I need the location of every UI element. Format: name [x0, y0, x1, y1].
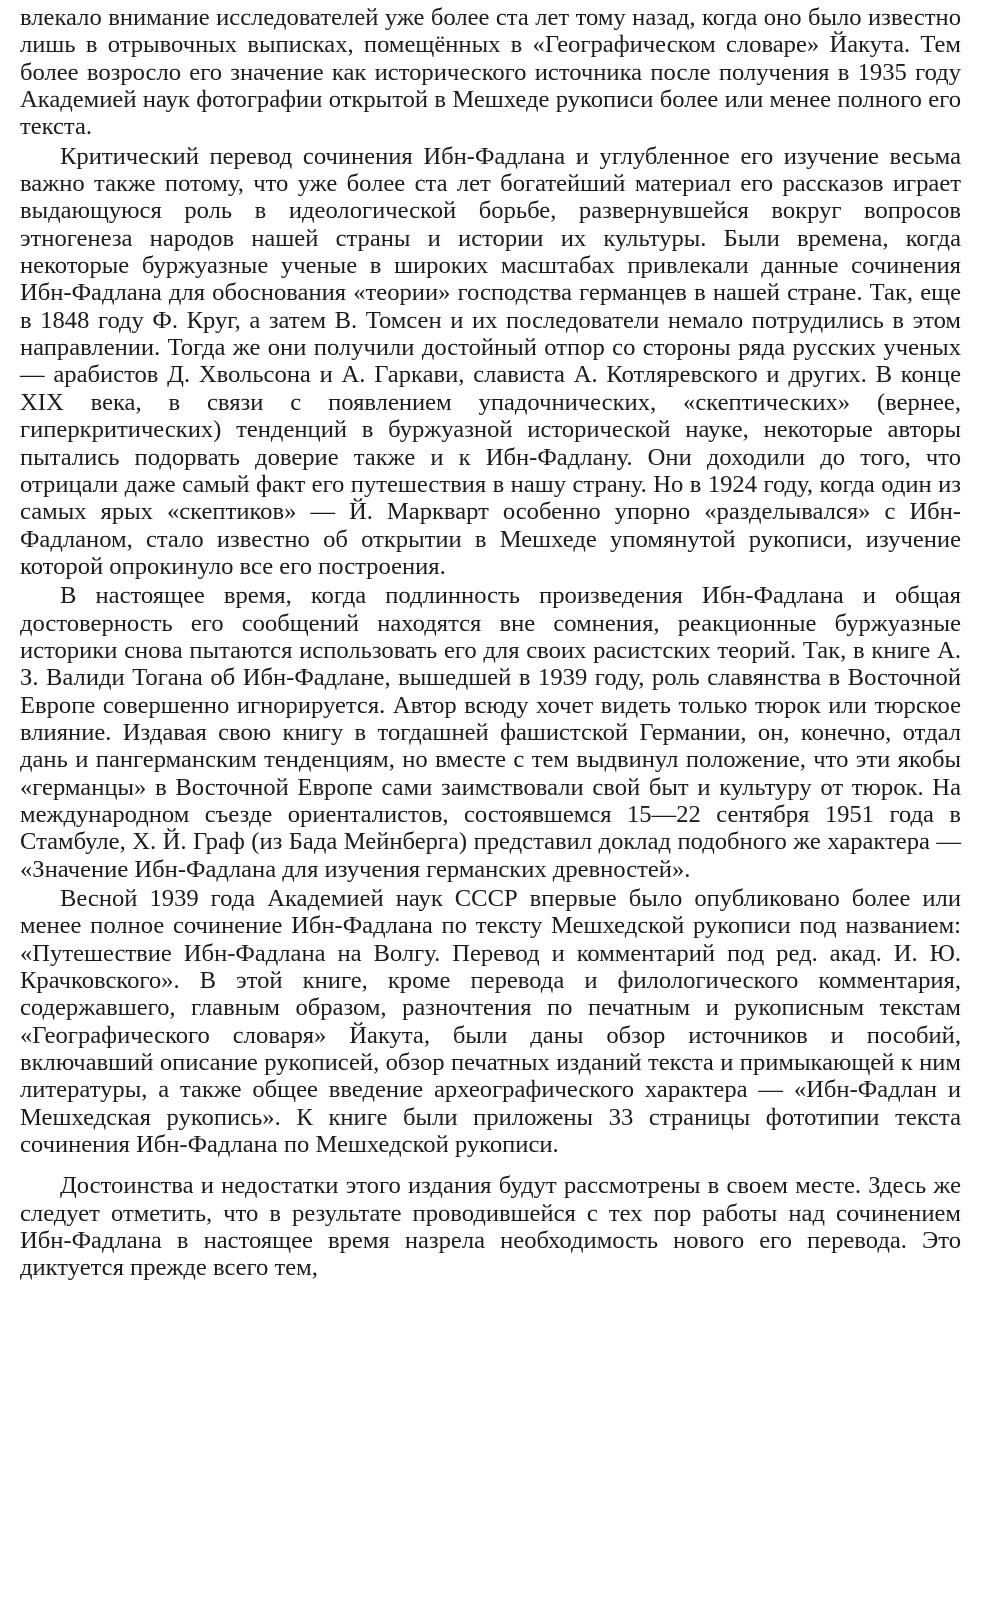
paragraph-3: В настоящее время, когда подлинность произведения Ибн-Фадлана и общая достоверность его сообщений находятся вне сомнения, реакционные буржуазные историки снова пытаются использовать его для своих расистских теорий. Так, в книге А. З. Валиди Тогана об Ибн-Фадлане, вышедшей в 1939 году, роль славянства в Восточной Европе совершенно игнорируется. Автор всюду хочет видеть только тюрок или тюрское влияние. Издавая свою книгу в тогдашней фашистской Германии, он, конечно, отдал дань и пангерманским тенденциям, но вместе с тем выдвинул положение, что эти якобы «германцы» в Восточной Европе сами заимствовали свой быт и культуру от тюрок. На международном съезде ориенталистов, состоявшемся 15—22 сентября 1951 года в Стамбуле, Х. Й. Граф (из Бада Мейнберга) представил доклад подобного же характера — «Значение Ибн-Фадлана для изучения германских древностей». [20, 582, 961, 883]
paragraph-1: влекало внимание исследователей уже более ста лет тому назад, когда оно было известно лишь в отрывочных выписках, помещённых в «Географическом словаре» Йакута. Тем более возросло его значение как исторического источника после получения в 1935 году Академией наук фотографии открытой в Мешхеде рукописи более или менее полного его текста. [20, 4, 961, 141]
paragraph-4: Весной 1939 года Академией наук СССР впервые было опубликовано более или менее полное сочинение Ибн-Фадлана по тексту Мешхедской рукописи под названием: «Путешествие Ибн-Фадлана на Волгу. Перевод и комментарий под ред. акад. И. Ю. Крачковского». В этой книге, кроме перевода и филологического комментария, содержавшего, главным образом, разночтения по печатным и рукописным текстам «Географического словаря» Йакута, были даны обзор источников и пособий, включавший описание рукописей, обзор печатных изданий текста и примыкающей к ним литературы, а также общее введение археографического характера — «Ибн-Фадлан и Мешхедская рукопись». К книге были приложены 33 страницы фототипии текста сочинения Ибн-Фадлана по Мешхедской рукописи. [20, 885, 961, 1159]
paragraph-5: Достоинства и недостатки этого издания будут рассмотрены в своем месте. Здесь же следует отметить, что в результате проводившейся с тех пор работы над сочинением Ибн-Фадлана в настоящее время назрела необходимость нового его перевода. Это диктуется прежде всего тем, [20, 1172, 961, 1282]
paragraph-2: Критический перевод сочинения Ибн-Фадлана и углубленное его изучение весьма важно также потому, что уже более ста лет богатейший материал его рассказов играет выдающуюся роль в идеологической борьбе, развернувшейся вокруг вопросов этногенеза народов нашей страны и истории их культуры. Были времена, когда некоторые буржуазные ученые в широких масштабах привлекали данные сочинения Ибн-Фадлана для обоснования «теории» господства германцев в нашей стране. Так, еще в 1848 году Ф. Круг, а затем В. Томсен и их последователи немало потрудились в этом направлении. Тогда же они получили достойный отпор со стороны ряда русских ученых — арабистов Д. Хвольсона и А. Гаркави, слависта А. Котляревского и других. В конце XIX века, в связи с появлением упадочнических, «скептических» (вернее, гиперкритических) тенденций в буржуазной исторической науке, некоторые авторы пытались подорвать доверие также и к Ибн-Фадлану. Они доходили до того, что отрицали даже самый факт его путешествия в нашу страну. Но в 1924 году, когда один из самых ярых «скептиков» — Й. Маркварт особенно упорно «разделывался» с Ибн-Фадланом, стало известно об открытии в Мешхеде упомянутой рукописи, изучение которой опрокинуло все его построения. [20, 142, 961, 580]
